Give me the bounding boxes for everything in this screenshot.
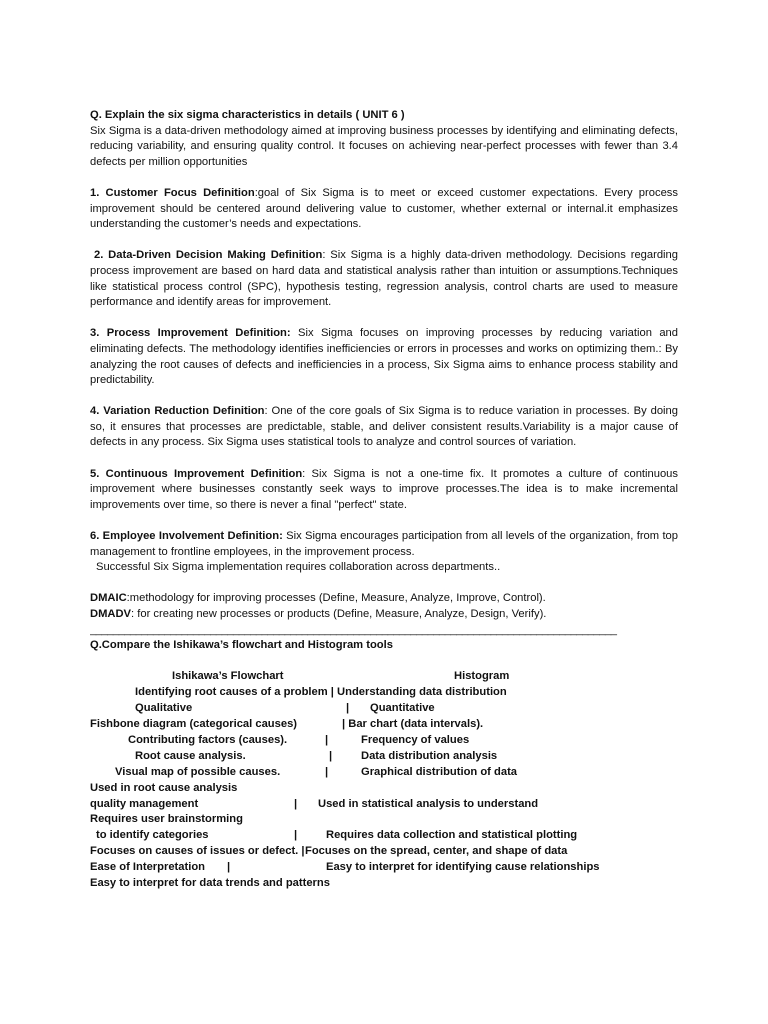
horizontal-rule: ____________________________________________________________________________________________: [90, 623, 617, 636]
question-heading: Q. Explain the six sigma characteristics in details ( UNIT 6 ): [90, 109, 405, 121]
comparison-row: [90, 701, 678, 717]
section-body: : Six Sigma is a highly data-driven methodology. Decisions regarding process improvement are based on hard data and statistical analysis rather than intuition or assumptions.Techniques like statistical process control (SPC), hypothesis testing, regression analysis, control charts are used to measure performance and identify areas for improvement.: [90, 249, 678, 309]
comparison-row: [90, 797, 678, 813]
row-left: to identify categories: [96, 829, 209, 842]
comparison-row: [90, 685, 678, 701]
row-right: Data distribution analysis: [361, 749, 498, 762]
row-divider: |: [325, 765, 329, 778]
row-right: | Bar chart (data intervals).: [342, 718, 484, 731]
row-left: quality management: [90, 797, 199, 810]
section-title: 3. Process Improvement Definition:: [90, 327, 291, 340]
row-left: Fishbone diagram (categorical causes): [90, 718, 298, 731]
section-title: 2. Data-Driven Decision Making Definition: [94, 249, 323, 262]
dmadv-text: : for creating new processes or products (Define, Measure, Analyze, Design, Verify).: [131, 608, 547, 620]
row-text: Easy to interpret for data trends and patterns: [90, 876, 330, 889]
section-extra-line: Successful Six Sigma implementation requires collaboration across departments..: [96, 561, 501, 574]
row-right: Requires data collection and statistical plotting: [326, 829, 578, 842]
section-employee-involvement: [90, 529, 678, 576]
comparison-header: [90, 669, 678, 685]
section-customer-focus: [90, 186, 678, 233]
dmadv-line: [90, 607, 678, 623]
row-text: Requires user brainstorming: [90, 813, 243, 826]
row-right: Frequency of values: [361, 733, 470, 746]
section-body: : One of the core goals of Six Sigma is to reduce variation in processes. By doing so, it ensures that processes are predictable, stable, and deliver consistent results.Variability is a major cause of defects in any process. Six Sigma uses statistical tools to analyze and control sources of variation.: [90, 405, 678, 449]
intro-paragraph: Six Sigma is a data-driven methodology aimed at improving business processes by identifying and eliminating defects, reducing variability, and ensuring quality control. It focuses on achieving near-perfect processes with fewer than 3.4 defects per million opportunities: [90, 124, 678, 168]
section-title: 6. Employee Involvement Definition:: [90, 530, 283, 543]
comparison-row: [90, 733, 678, 749]
section-variation-reduction: [90, 404, 678, 451]
row-text: Identifying root causes of a problem | Understanding data distribution: [135, 686, 507, 699]
row-left: Qualitative: [135, 702, 193, 715]
document-page: [90, 108, 678, 892]
dmaic-text: :methodology for improving processes (Define, Measure, Analyze, Improve, Control).: [126, 592, 546, 605]
comparison-block: [90, 669, 678, 891]
row-left: Root cause analysis.: [135, 749, 246, 762]
comparison-row: [90, 844, 678, 860]
section-number: 4: [90, 405, 97, 418]
row-divider: |: [227, 861, 231, 874]
section-process-improvement: [90, 326, 678, 388]
comparison-row: [90, 812, 678, 828]
comparison-row: [90, 860, 678, 876]
row-divider: |: [346, 702, 350, 715]
comparison-row: [90, 717, 678, 733]
row-left: Ease of Interpretation: [90, 861, 206, 874]
row-left: Visual map of possible causes.: [115, 765, 281, 778]
row-right: Graphical distribution of data: [361, 765, 518, 778]
row-divider: |: [325, 733, 329, 746]
section-continuous-improvement: [90, 467, 678, 514]
section-title: . Variation Reduction Definition: [96, 405, 265, 418]
row-divider: |: [329, 749, 333, 762]
dmaic-line: [90, 591, 678, 607]
comparison-row: [90, 828, 678, 844]
comparison-row: [90, 749, 678, 765]
row-left: Contributing factors (causes).: [128, 733, 288, 746]
section-title: 1. Customer Focus Definition: [90, 186, 255, 199]
row-right: Focuses on the spread, center, and shape of data: [305, 845, 568, 858]
section-body: : Six Sigma is not a one-time fix. It promotes a culture of continuous improvement where businesses constantly seek ways to improve processes.The idea is to make incremental improvements over time, so there is never a final "perfect" state.: [90, 467, 678, 511]
row-right: Used in statistical analysis to understand: [318, 797, 539, 810]
section-body: Six Sigma encourages participation from all levels of the organization, from top management to frontline employees, in the improvement process.: [90, 530, 678, 558]
dmaic-label: DMAIC: [90, 592, 127, 605]
row-left: Focuses on causes of issues or defect. |: [90, 845, 305, 858]
section-body: :goal of Six Sigma is to meet or exceed customer expectations. Every process improvement should be centered around delivering value to customer, whether external or internal.it emphasizes understanding the customer’s needs and expectations.: [90, 186, 678, 231]
row-divider: |: [294, 797, 298, 810]
comparison-row: [90, 765, 678, 781]
row-text: Used in root cause analysis: [90, 781, 238, 794]
section-data-driven: [90, 248, 678, 310]
question-heading-compare: Q.Compare the Ishikawa’s flowchart and Histogram tools: [90, 639, 393, 652]
section-title: 5. Continuous Improvement Definition: [90, 467, 303, 480]
dmadv-label: DMADV: [90, 608, 132, 620]
header-ishikawa: Ishikawa’s Flowchart: [172, 670, 284, 683]
comparison-row: [90, 781, 678, 797]
row-divider: |: [294, 829, 298, 842]
header-histogram: Histogram: [454, 670, 510, 683]
comparison-row: [90, 876, 678, 892]
row-right: Easy to interpret for identifying cause relationships: [326, 861, 600, 874]
section-body: Six Sigma focuses on improving processes by reducing variation and eliminating defects. The methodology identifies inefficiencies or errors in processes and works on optimizing them.: By analyzing the root causes of defects and inefficiencies in a process, Six Sigma aims to enhance process stability and predictability.: [90, 327, 678, 387]
row-right: Quantitative: [370, 702, 435, 715]
